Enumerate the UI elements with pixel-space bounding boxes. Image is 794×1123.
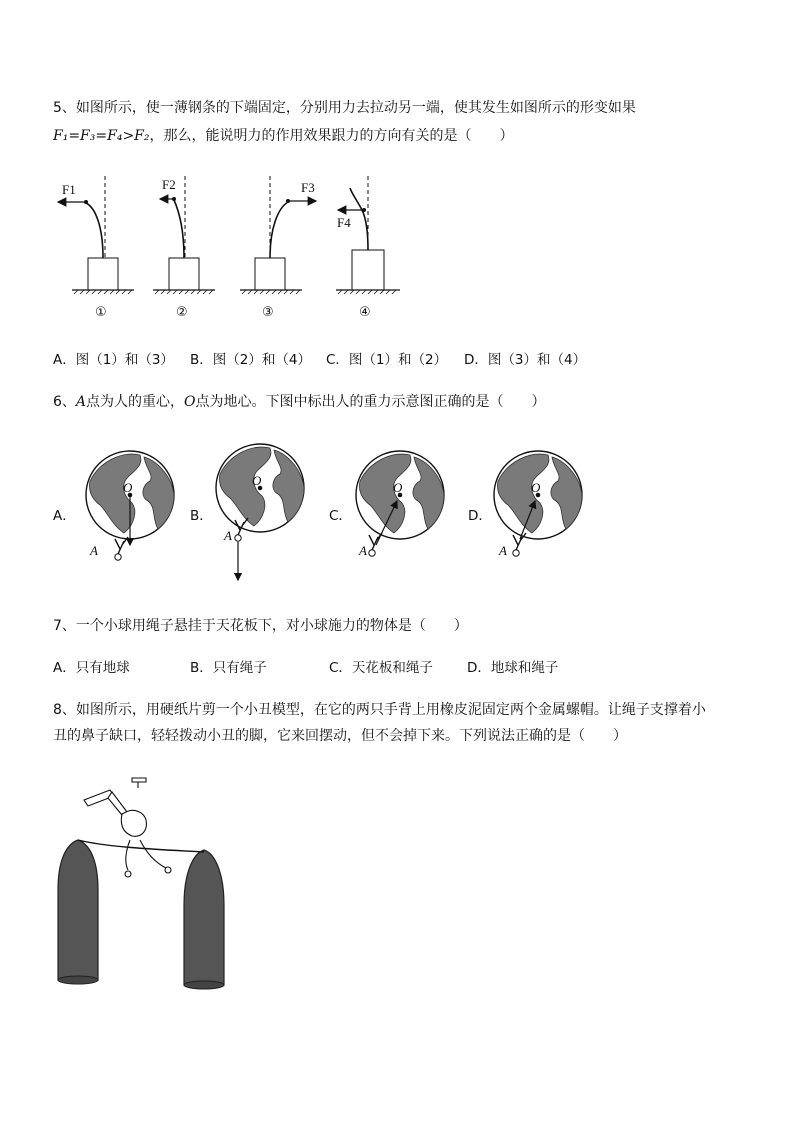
q5-option-c[interactable]: C．图（1）和（2） bbox=[326, 352, 448, 368]
q6-figure-b bbox=[216, 444, 304, 580]
q8-clown bbox=[84, 778, 171, 877]
q6-figure-d bbox=[494, 451, 582, 556]
q5-panel-number-4: ④ bbox=[359, 305, 371, 320]
q7-option-b[interactable]: B．只有绳子 bbox=[190, 660, 267, 676]
q6-a-label-o: O bbox=[123, 480, 133, 495]
q5-condition: F₁=F₃=F₄>F₂ bbox=[53, 128, 150, 144]
q5-option-b[interactable]: B．图（2）和（4） bbox=[190, 352, 311, 368]
q5-stem-line1: 5、如图所示，使一薄钢条的下端固定，分别用力去拉动另一端，使其发生如图所示的形变如果 bbox=[53, 100, 636, 116]
q5-option-d[interactable]: D．图（3）和（4） bbox=[464, 352, 587, 368]
q5-label-f4: F4 bbox=[337, 215, 351, 230]
q5-panel-number-3: ③ bbox=[262, 305, 274, 320]
q7-option-d[interactable]: D．地球和绳子 bbox=[467, 660, 559, 676]
q7-option-c[interactable]: C．天花板和绳子 bbox=[329, 660, 433, 676]
q6-a-label-a: A bbox=[90, 543, 98, 558]
q5-steel-strip-figure bbox=[50, 168, 410, 308]
q6-point-o-symbol: O bbox=[184, 394, 196, 410]
q6-option-b-letter[interactable]: B． bbox=[190, 508, 213, 524]
q5-panel-number-1: ① bbox=[95, 305, 107, 320]
q8-clown-figure bbox=[50, 770, 250, 990]
q6-d-label-o: O bbox=[531, 480, 541, 495]
q6-figure-c bbox=[356, 451, 444, 556]
q5-stem-tail: ，那么，能说明力的作用效果跟力的方向有关的是（ ） bbox=[149, 128, 514, 144]
q5-option-a[interactable]: A．图（1）和（3） bbox=[53, 352, 174, 368]
q7-option-a[interactable]: A．只有地球 bbox=[53, 660, 130, 676]
q6-option-c-letter[interactable]: C． bbox=[329, 508, 352, 524]
q6-stem-mid: 点为人的重心， bbox=[86, 394, 185, 410]
q6-c-label-o: O bbox=[393, 480, 403, 495]
q8-left-pillar bbox=[58, 840, 98, 980]
q6-stem: 6、A点为人的重心，O点为地心。下图中标出人的重力示意图正确的是（ ） bbox=[53, 394, 546, 410]
q6-b-label-o: O bbox=[252, 473, 262, 488]
q5-stem-line2 bbox=[53, 127, 514, 145]
q6-d-label-a: A bbox=[499, 543, 507, 558]
q8-stem-line1: 8、如图所示，用硬纸片剪一个小丑模型，在它的两只手背上用橡皮泥固定两个金属螺帽。让绳子支撑着小 bbox=[53, 702, 706, 718]
q5-panel-2 bbox=[153, 176, 215, 294]
q5-label-f3: F3 bbox=[301, 180, 315, 195]
q5-panel-number-2: ② bbox=[176, 305, 188, 320]
q6-stem-tail: 点为地心。下图中标出人的重力示意图正确的是（ ） bbox=[195, 394, 546, 410]
q6-b-label-a: A bbox=[224, 528, 232, 543]
q8-right-pillar bbox=[184, 850, 224, 985]
q6-option-a-letter[interactable]: A． bbox=[53, 508, 76, 524]
q6-option-d-letter[interactable]: D． bbox=[468, 508, 492, 524]
q5-label-f2: F2 bbox=[162, 177, 176, 192]
q5-panel-4 bbox=[336, 176, 400, 294]
q6-c-label-a: A bbox=[359, 543, 367, 558]
q5-label-f1: F1 bbox=[62, 182, 76, 197]
q6-earth-figures bbox=[60, 440, 600, 590]
q7-stem: 7、一个小球用绳子悬挂于天花板下，对小球施力的物体是（ ） bbox=[53, 618, 468, 634]
q6-figure-a bbox=[86, 451, 174, 560]
q6-point-a-symbol: A bbox=[75, 394, 87, 410]
q8-stem-line2: 丑的鼻子缺口，轻轻拨动小丑的脚，它来回摆动，但不会掉下来。下列说法正确的是（ ） bbox=[53, 728, 627, 744]
